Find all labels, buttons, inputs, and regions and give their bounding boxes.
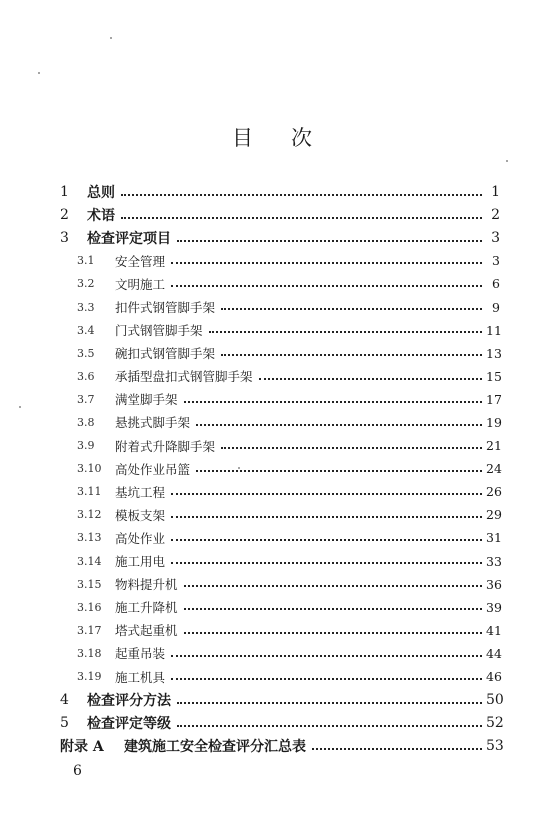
scan-speck	[38, 72, 40, 74]
leader-dots	[196, 457, 482, 472]
toc-entry-4[interactable]	[60, 688, 504, 711]
toc-entry-label: 悬挑式脚手架	[115, 415, 191, 431]
scan-speck	[19, 406, 21, 408]
toc-entry-label: 碗扣式钢管脚手架	[115, 346, 216, 362]
leader-dots	[171, 250, 482, 265]
toc-entry-number: 3.16	[77, 600, 102, 614]
toc-entry-page: 6	[492, 276, 500, 292]
leader-dots	[171, 527, 482, 542]
toc-entry-label: 高处作业	[115, 530, 166, 546]
toc-entry-label: 门式钢管脚手架	[115, 323, 203, 339]
toc-entry-page: 41	[486, 622, 502, 638]
toc-entry-number: 1	[60, 183, 69, 200]
toc-entry-page: 21	[486, 438, 502, 454]
toc-entry-3-3[interactable]	[60, 295, 500, 318]
toc-entry-label: 术语	[87, 207, 115, 224]
toc-entry-label: 基坑工程	[115, 484, 166, 500]
toc-entry-number: 3.8	[77, 415, 95, 429]
toc-entry-3[interactable]	[60, 226, 500, 249]
toc-entry-3-9[interactable]	[60, 434, 500, 457]
toc-entry-page: 11	[486, 322, 502, 338]
leader-dots	[259, 365, 482, 380]
toc-entry-label: 检查评定项目	[87, 230, 171, 247]
toc-entry-number: 3.12	[77, 508, 102, 522]
toc-entry-number: 3.18	[77, 646, 102, 660]
toc-entry-number: 2	[60, 206, 69, 223]
toc-entry-page: 24	[486, 461, 502, 477]
toc-entry-5[interactable]	[60, 711, 504, 734]
toc-entry-3-7[interactable]	[60, 388, 500, 411]
toc-entry-3-6[interactable]	[60, 365, 500, 388]
leader-dots	[177, 226, 482, 242]
toc-entry-3-12[interactable]	[60, 503, 500, 526]
toc-entry-number: 3.10	[77, 462, 102, 476]
toc-entry-number: 3	[60, 229, 69, 246]
leader-dots	[171, 273, 482, 288]
leader-dots	[177, 688, 482, 704]
toc-entry-page: 53	[486, 737, 504, 754]
toc-entry-number: 3.6	[77, 369, 95, 383]
toc-entry-number: 3.7	[77, 392, 95, 406]
toc-entry-3-19[interactable]	[60, 665, 500, 688]
leader-dots	[171, 504, 482, 519]
scan-speck	[110, 37, 112, 39]
title-char-2: 次	[291, 126, 312, 150]
toc-entry-number: 3.15	[77, 577, 102, 591]
toc-entry-page: 2	[491, 206, 500, 223]
toc-entry-number: 3.13	[77, 531, 102, 545]
leader-dots	[177, 711, 482, 727]
leader-dots	[171, 550, 482, 565]
toc-entry-page: 19	[486, 414, 502, 430]
toc-entry-number: 3.3	[77, 300, 95, 314]
toc-entry-label: 物料提升机	[115, 577, 178, 593]
leader-dots	[221, 342, 482, 357]
toc-entry-3-16[interactable]	[60, 596, 500, 619]
leader-dots	[221, 434, 482, 449]
leader-dots	[184, 596, 482, 611]
toc-entry-label: 模板支架	[115, 507, 166, 523]
toc-entry-page: 3	[492, 253, 500, 269]
toc-entry-page: 36	[486, 576, 502, 592]
toc-entry-number: 3.2	[77, 277, 95, 291]
toc-entry-label: 施工用电	[115, 554, 166, 570]
toc-entry-number: 3.11	[77, 485, 102, 499]
toc-entry-3-4[interactable]	[60, 319, 500, 342]
toc-entry-page: 33	[486, 553, 502, 569]
toc-entry-label: 高处作业吊篮	[115, 461, 191, 477]
toc-entry-page: 50	[486, 691, 504, 708]
toc-entry-3-11[interactable]	[60, 480, 500, 503]
leader-dots	[121, 203, 482, 219]
toc-entry-page: 39	[486, 599, 502, 615]
toc-entry-number: 3.9	[77, 439, 95, 453]
toc-entry-page: 26	[486, 484, 502, 500]
footer-page-number: 6	[73, 763, 82, 779]
toc-entry-page: 15	[486, 368, 502, 384]
toc-entry-number: 附录 A	[60, 738, 104, 755]
toc-entry-label: 安全管理	[115, 253, 166, 269]
toc-entry-label: 扣件式钢管脚手架	[115, 300, 216, 316]
toc-entry-page: 13	[486, 345, 502, 361]
toc-entry-label: 起重吊装	[115, 646, 166, 662]
toc-entry-page: 17	[486, 391, 502, 407]
leader-dots	[184, 388, 482, 403]
toc-entry-page: 44	[486, 645, 502, 661]
toc-entry-number: 3.17	[77, 623, 102, 637]
toc-entry-3-18[interactable]	[60, 642, 500, 665]
toc-entry-3-1[interactable]	[60, 249, 500, 272]
toc-entry-label: 承插型盘扣式钢管脚手架	[115, 369, 253, 385]
toc-entry-number: 3.19	[77, 670, 102, 684]
toc-entry-label: 检查评定等级	[87, 715, 171, 732]
toc-entry-number: 3.1	[77, 254, 95, 268]
toc-entry-3-17[interactable]	[60, 619, 500, 642]
toc-entry-3-2[interactable]	[60, 272, 500, 295]
toc-entry-page: 29	[486, 507, 502, 523]
toc-entry-label: 施工机具	[115, 669, 166, 685]
toc-entry-label: 建筑施工安全检查评分汇总表	[124, 738, 306, 755]
leader-dots	[312, 734, 482, 750]
toc-entry-appendix-a[interactable]	[60, 734, 504, 757]
toc-entry-page: 9	[492, 299, 500, 315]
toc-entry-page: 31	[486, 530, 502, 546]
toc-entry-3-8[interactable]	[60, 411, 500, 434]
toc-entry-3-15[interactable]	[60, 573, 500, 596]
toc-entry-label: 附着式升降脚手架	[115, 438, 216, 454]
toc-entry-2[interactable]	[60, 203, 500, 226]
toc-entry-number: 3.14	[77, 554, 102, 568]
leader-dots	[171, 642, 482, 657]
toc-entry-label: 文明施工	[115, 276, 166, 292]
leader-dots	[184, 573, 482, 588]
toc-entry-number: 3.5	[77, 346, 95, 360]
toc-entry-label: 施工升降机	[115, 600, 178, 616]
toc-entry-page: 52	[486, 714, 504, 731]
scan-speck	[238, 467, 240, 469]
page-title	[0, 122, 544, 152]
toc-entry-3-13[interactable]	[60, 526, 500, 549]
leader-dots	[121, 180, 482, 196]
toc-entry-page: 3	[491, 229, 500, 246]
leader-dots	[221, 296, 482, 311]
toc-entry-label: 满堂脚手架	[115, 392, 178, 408]
toc-entry-3-10[interactable]	[60, 457, 500, 480]
leader-dots	[171, 665, 482, 680]
toc-entry-page: 46	[486, 669, 502, 685]
leader-dots	[209, 319, 482, 334]
toc-entry-number: 5	[60, 714, 69, 731]
toc-entry-label: 检查评分方法	[87, 692, 171, 709]
toc-entry-page: 1	[491, 183, 500, 200]
title-char-1: 目	[232, 126, 253, 150]
leader-dots	[171, 481, 482, 496]
toc-entry-1[interactable]	[60, 180, 500, 203]
toc-entry-label: 总则	[87, 184, 115, 201]
leader-dots	[196, 411, 482, 426]
scan-speck	[506, 160, 508, 162]
toc-entry-3-14[interactable]	[60, 550, 500, 573]
toc-entry-3-5[interactable]	[60, 342, 500, 365]
toc-entry-label: 塔式起重机	[115, 623, 178, 639]
toc-entry-number: 3.4	[77, 323, 95, 337]
table-of-contents	[60, 180, 504, 757]
toc-entry-number: 4	[60, 691, 69, 708]
leader-dots	[184, 619, 482, 634]
